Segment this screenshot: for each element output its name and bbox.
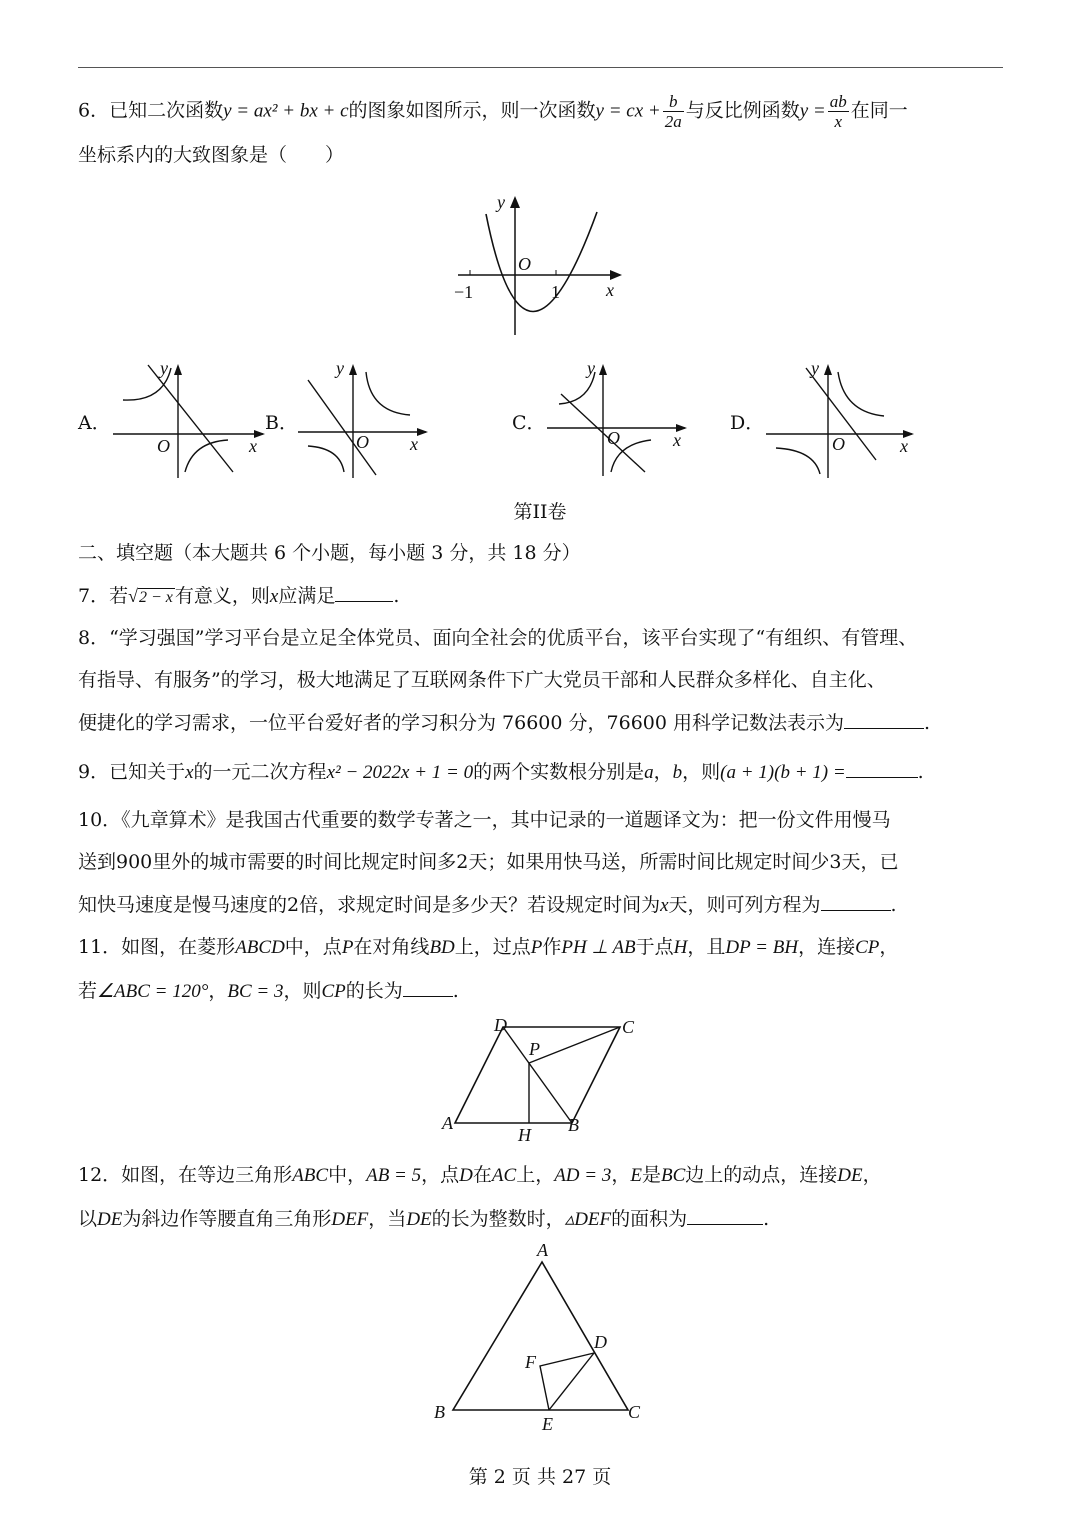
q12-tri-def: ▵DEF [564,1209,612,1230]
label-origin: O [356,432,369,452]
header-rule [78,67,1003,68]
q12-de: DE [406,1209,432,1230]
q9-text: 的一元二次方程 [193,761,327,783]
frac-num: b [663,92,684,112]
option-d-graph[interactable] [766,360,926,480]
q11-text: 作 [542,936,562,958]
q11-text: 的长为 [345,980,403,1002]
section-title: 第II卷 [513,501,567,523]
label-neg1: −1 [454,282,474,302]
q6-text: 已知二次函数 [109,99,224,122]
y-arrow [599,364,607,375]
q11-p: P [341,937,354,958]
q7-text: 有意义，则 [174,585,270,607]
q8-line1: 8．“学习强国”学习平台是立足全体党员、面向全社会的优质平台，该平台实现了“有组织、有管理、 [78,627,918,649]
q9-equation: x² − 2022x + 1 = 0 [326,762,474,783]
label-y: y [587,358,595,378]
option-c-label[interactable]: C． [512,412,546,434]
q12-text: 12．如图，在等边三角形 [78,1164,293,1186]
q7-text: 应满足 [278,585,336,607]
q11-ph-ab: PH ⊥ AB [561,937,636,958]
part2-heading: 二、填空题（本大题共 6 个小题，每小题 3 分，共 18 分） [78,542,581,564]
q9-end: . [917,761,924,783]
q6-parabola-graph [450,190,630,340]
q11-text: ，且 [687,936,726,958]
q11-text: 上，过点 [454,936,531,958]
vertex-b: B [434,1402,445,1422]
vertex-f: F [525,1352,536,1372]
q11-text: 若 [78,980,98,1002]
q9-number: 9． [78,761,110,783]
hyperbola-branch-2 [185,440,228,472]
frac-den: 2a [664,112,682,131]
q11-dp-bh: DP = BH [725,937,799,958]
q9-text: 已知关于 [109,761,186,783]
q12-ac: AC [491,1165,517,1186]
q11-text: ， [208,980,228,1002]
q6-fraction-b-2a [663,92,684,131]
q8-text: 便捷化的学习需求，一位平台爱好者的学习积分为 76600 分，76600 用科学记数法表示为 [78,712,845,734]
q7-number: 7． [78,585,110,607]
vertex-b: B [568,1115,579,1135]
q11-bd: BD [429,937,455,958]
q11-cp: CP [321,981,346,1002]
q11-cp: CP [855,937,880,958]
hyperbola-branch-1 [838,372,884,416]
frac-den: x [834,112,843,131]
q12-text: ，点 [421,1164,460,1186]
q12-de: DE [837,1165,863,1186]
q9-answer-blank[interactable] [846,759,918,778]
q12-text: 以 [78,1208,98,1230]
label-1: 1 [551,282,560,302]
q12-de: DE [97,1209,123,1230]
label-x: x [249,436,257,456]
q12-end: . [763,1208,770,1230]
q12-text: 是 [641,1164,661,1186]
y-arrow [824,364,832,375]
q12-text: 边上的动点，连接 [685,1164,838,1186]
q9-expression: (a + 1)(b + 1) = [720,762,846,783]
vertex-e: E [542,1414,553,1434]
hyperbola-branch-1 [366,372,410,415]
q6-text: 的图象如图所示，则一次函数 [348,99,596,122]
label-origin: O [832,434,845,454]
vertex-d: D [494,1015,507,1035]
q6-text: 在同一 [850,99,908,122]
label-x: x [673,430,681,450]
hyperbola-branch-2 [776,448,820,474]
q12-line1 [78,1163,882,1188]
frac-num: ab [829,92,847,111]
q6-quadratic: y = ax² + bx + c [223,100,349,122]
q7-var: x [269,586,279,607]
q11-text: 中，点 [284,936,342,958]
q12-abc: ABC [292,1165,329,1186]
q6-fraction-ab-x [828,92,849,131]
q10-line2: 送到900里外的城市需要的时间比规定时间多2天；如果用快马送，所需时间比规定时间少3天，已 [78,851,899,873]
q10-text: 知快马速度是慢马速度的2倍，求规定时间是多少天？若设规定时间为 [78,894,661,916]
q11-line1 [78,935,898,960]
vertex-a: A [442,1113,453,1133]
label-origin: O [518,254,531,274]
q10-line1: 10．《九章算术》是我国古代重要的数学专著之一，其中记录的一道题译文为：把一份文件用慢马 [78,809,891,831]
q11-answer-blank[interactable] [403,978,453,997]
label-y: y [160,358,168,378]
q7-line: 7．若√2 − x 有意义，则x应满足 . [78,585,400,607]
q10-var: x [660,895,669,916]
vertex-c: C [628,1402,641,1422]
q7-end: . [393,585,400,607]
q9-line [78,759,924,785]
segment-cp [529,1027,620,1063]
q10-line3 [78,892,897,918]
option-c-graph[interactable] [547,360,697,480]
q6-text: 与反比例函数 [685,99,800,122]
label-x: x [900,436,908,456]
q9-var: x [185,762,194,783]
q9-b: b [672,762,683,783]
q12-e: E [630,1165,642,1186]
label-origin: O [607,428,620,448]
label-origin: O [157,436,170,456]
q7-text: 若 [109,585,129,607]
label-x: x [606,280,614,300]
q12-ab: AB = 5 [366,1165,422,1186]
q11-text: 11．如图，在菱形 [78,936,236,958]
q11-text: ， [879,936,899,958]
label-x: x [410,434,418,454]
q12-triangle-figure [430,1240,660,1440]
vertex-d: D [594,1332,607,1352]
y-arrow [174,364,182,375]
q10-end: . [890,894,897,916]
q12-d: D [459,1165,473,1186]
label-y: y [811,358,819,378]
q6-line2: 坐标系内的大致图象是（ ） [78,144,345,166]
option-d-label[interactable]: D． [730,412,765,434]
hyperbola-branch-2 [308,446,344,472]
q9-text: 的两个实数根分别是 [473,761,645,783]
q6-number: 6． [78,99,110,122]
q9-a: a [644,762,654,783]
q11-h: H [673,937,688,958]
q10-answer-blank[interactable] [821,892,891,911]
q11-text: ，则 [283,980,322,1002]
q12-text: 中， [328,1164,367,1186]
q11-p: P [530,937,543,958]
q11-end: . [452,980,459,1002]
vertex-c: C [622,1017,635,1037]
q12-bc: BC [661,1165,686,1186]
vertex-p: P [529,1039,540,1059]
linear-line [308,380,376,475]
q8-end: . [924,712,931,734]
q9-sep: ， [653,761,673,783]
q8-line2: 有指导、有服务”的学习，极大地满足了互联网条件下广大党员干部和人民群众多样化、自主化、 [78,669,886,691]
q11-angle: ∠ABC = 120° [97,981,209,1002]
label-y: y [336,358,344,378]
q8-line3 [78,710,930,735]
q11-text: 于点 [635,936,674,958]
q12-text: ， [611,1164,631,1186]
q12-text: ， [862,1164,882,1186]
q11-text: 在对角线 [353,936,430,958]
q12-text: 在 [472,1164,492,1186]
label-y: y [497,192,505,212]
q6-inverse: y = [799,100,826,122]
q12-line2 [78,1206,769,1232]
q10-text: 天，则可列方程为 [668,894,821,916]
option-b-label[interactable]: B． [265,412,298,434]
option-a-graph[interactable] [113,360,273,480]
q11-bc: BC = 3 [227,981,284,1002]
q7-radicand: 2 − x [139,589,173,606]
x-arrow [417,428,428,436]
q12-ad: AD = 3 [554,1165,612,1186]
option-a-label[interactable]: A． [78,412,111,434]
q7-answer-blank[interactable] [335,583,393,602]
q6-line1 [78,92,908,131]
q9-text: ，则 [682,761,721,783]
parabola-curve [486,212,597,312]
q11-rhombus-figure [440,1015,640,1145]
x-arrow [610,270,622,280]
q12-def: DEF [331,1209,369,1230]
q12-text: 上， [516,1164,555,1186]
q12-text: ，当 [368,1208,407,1230]
vertex-h: H [518,1125,531,1145]
page-footer: 第 2 页 共 27 页 [468,1466,612,1488]
y-arrow [349,364,357,375]
q11-abcd: ABCD [235,937,285,958]
q6-linear: y = cx + [595,100,661,122]
q12-text: 的长为整数时， [431,1208,565,1230]
triangle-def-legs [540,1353,594,1410]
q12-text: 的面积为 [611,1208,688,1230]
y-arrow [510,196,520,208]
vertex-a: A [537,1240,548,1260]
q11-line2 [78,978,459,1004]
q11-text: ，连接 [798,936,856,958]
q12-answer-blank[interactable] [687,1206,763,1225]
q12-text: 为斜边作等腰直角三角形 [122,1208,332,1230]
q8-answer-blank[interactable] [844,710,924,729]
option-b-graph[interactable] [298,360,438,480]
